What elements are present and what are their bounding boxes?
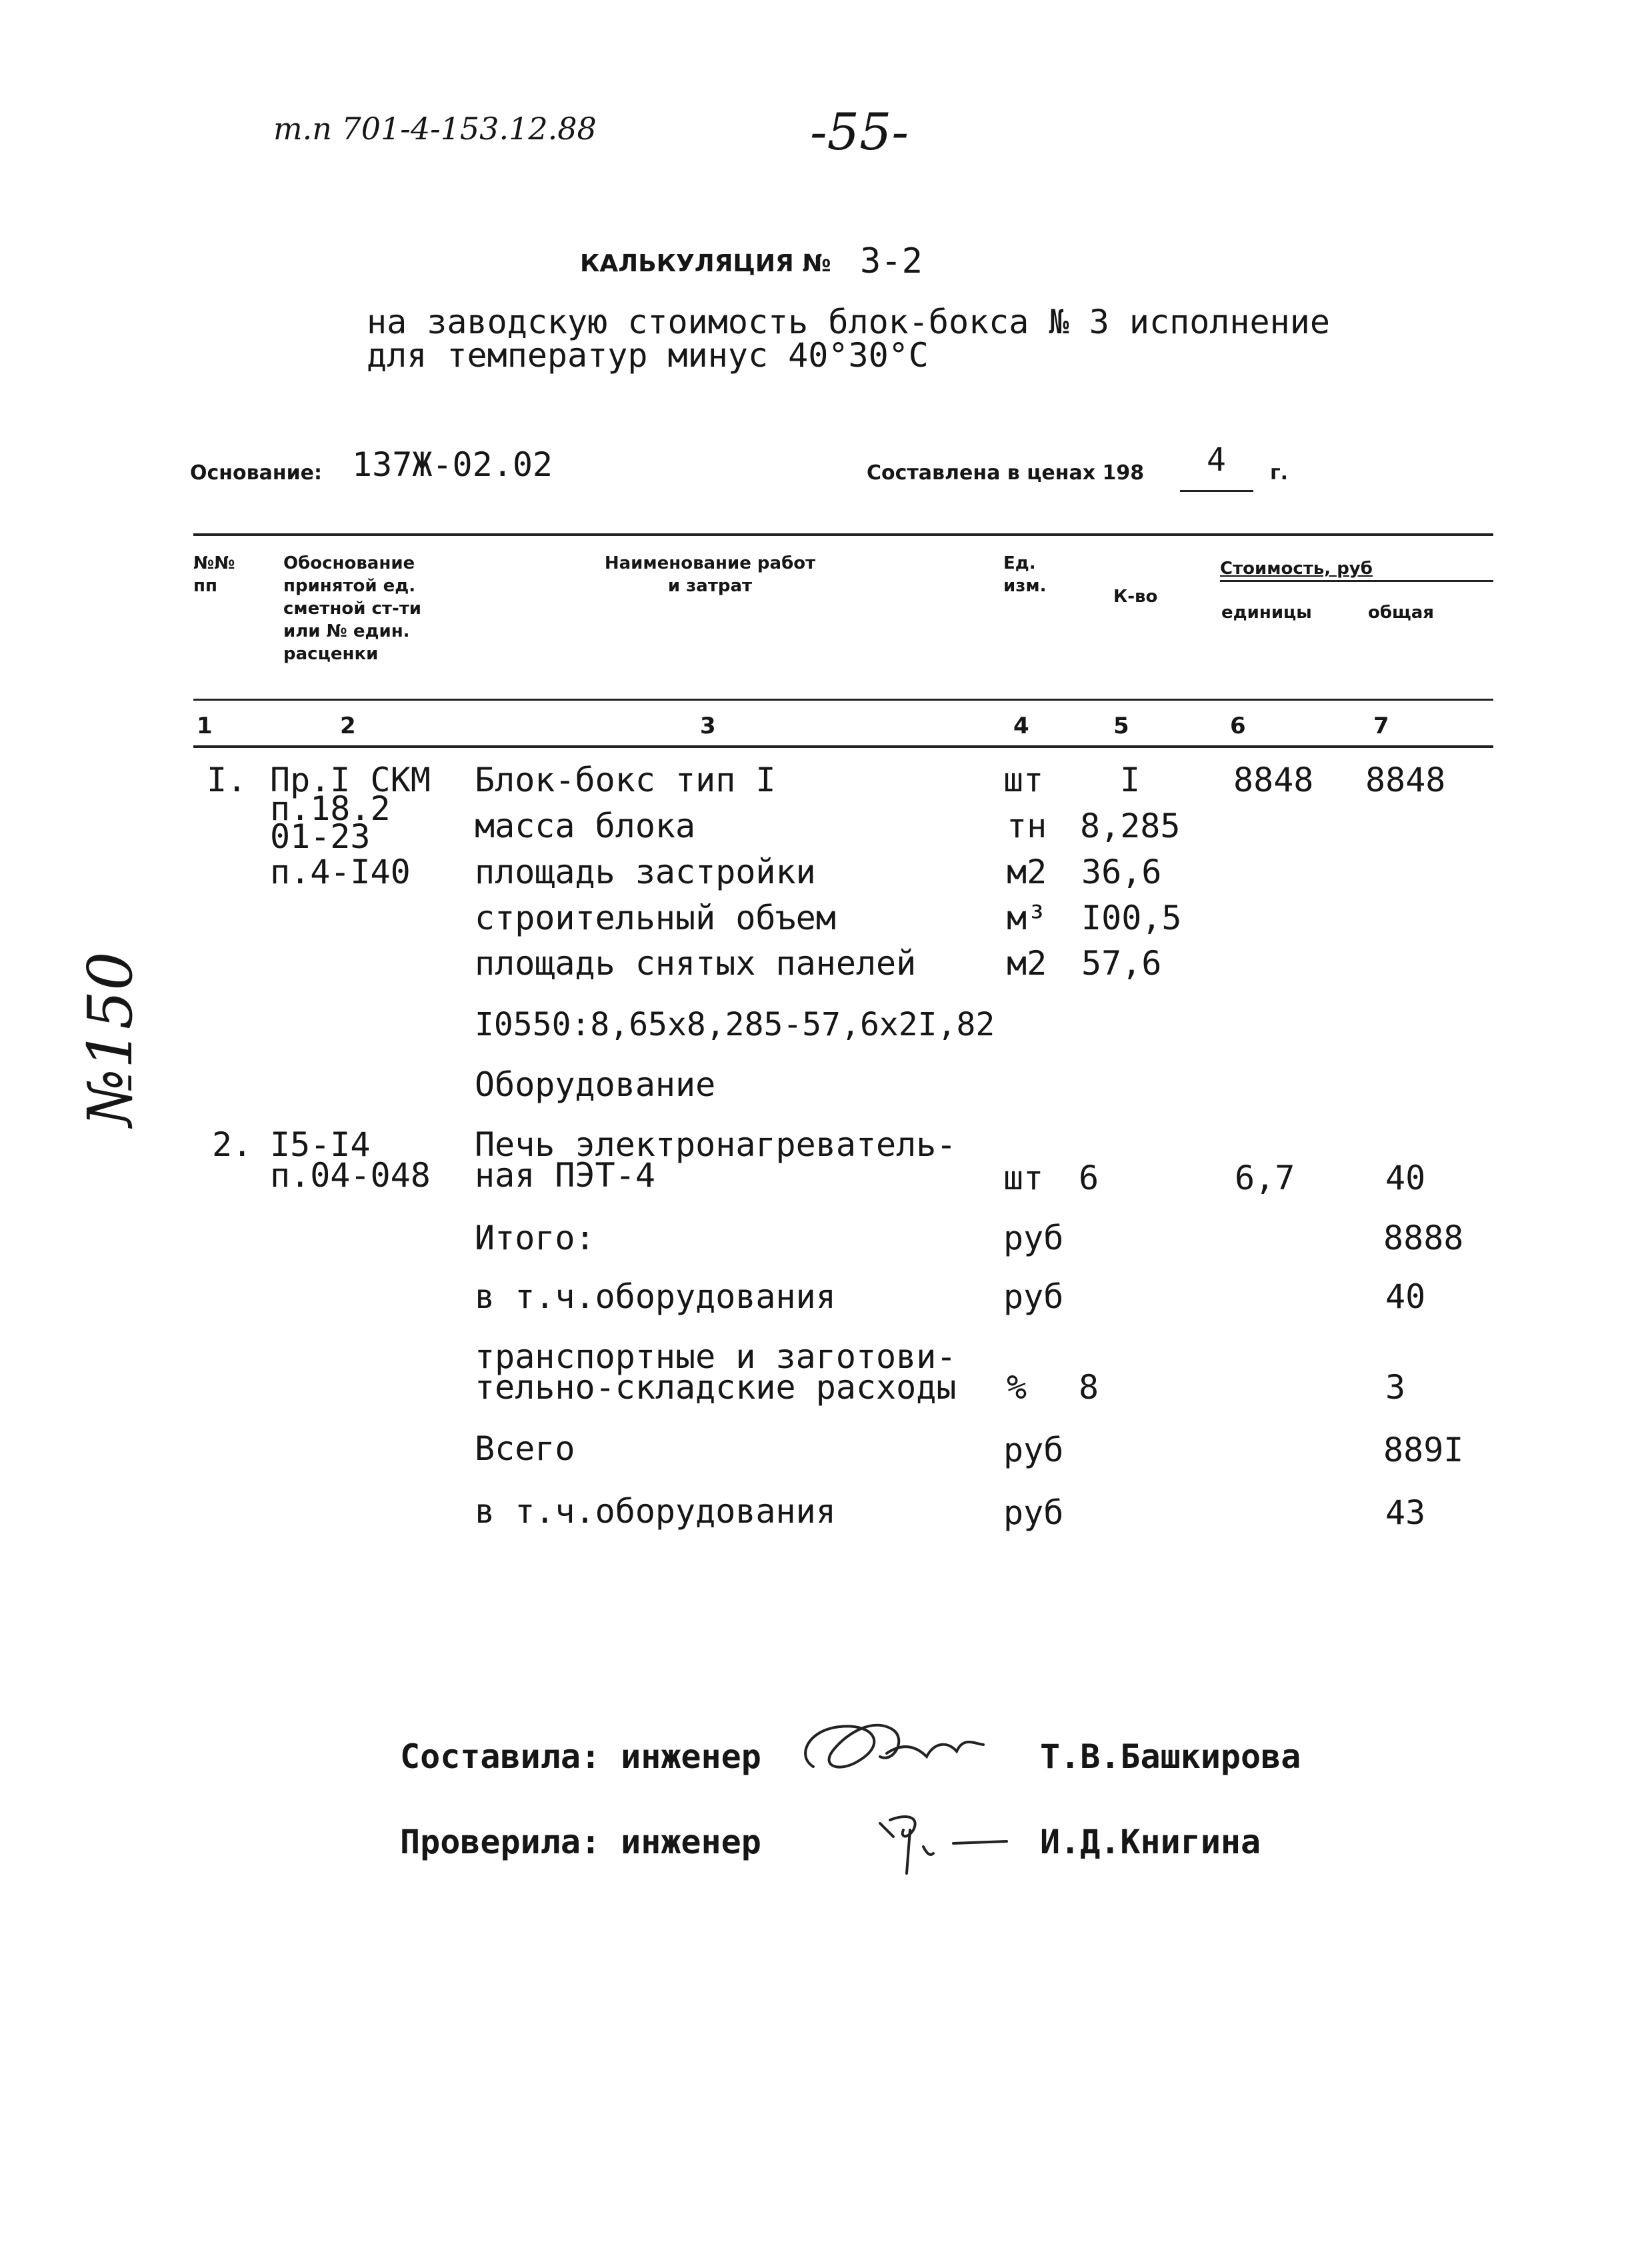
header-cost-total: общая xyxy=(1368,603,1434,623)
row-unit: руб xyxy=(1003,1431,1064,1469)
header-justification: Обоснование принятой ед. сметной ст-ти или № един. расценки xyxy=(283,553,422,664)
document-code: т.п 701-4-153.12.88 xyxy=(273,111,597,147)
row-qty: 36,6 xyxy=(1081,853,1162,891)
row-name: транспортные и заготови- xyxy=(475,1337,957,1376)
row-unit: % xyxy=(1007,1368,1027,1407)
row-qty: 57,6 xyxy=(1081,944,1162,983)
row-unit: шт xyxy=(1003,1159,1044,1197)
colnum-4: 4 xyxy=(1013,713,1029,739)
row-unit: руб xyxy=(1003,1219,1064,1257)
row-qty: 6 xyxy=(1079,1159,1099,1197)
row-total: 40 xyxy=(1385,1277,1426,1316)
row-total: 43 xyxy=(1385,1493,1426,1532)
row-section-heading: Оборудование xyxy=(475,1065,716,1104)
basis-value: 137Ж-02.02 xyxy=(352,445,553,484)
row-justification: п.18.2 xyxy=(270,789,391,828)
row-name: Блок-бокс тип I xyxy=(475,761,776,799)
row-unit: тн xyxy=(1007,807,1047,845)
header-cost: Стоимость, руб xyxy=(1220,559,1373,579)
colnum-rule xyxy=(193,745,1493,748)
checked-by-name: И.Д.Книгина xyxy=(1040,1823,1261,1861)
row-number: I. xyxy=(207,761,247,799)
colnum-1: 1 xyxy=(197,713,213,739)
colnum-5: 5 xyxy=(1113,713,1129,739)
row-justification: 01-23 xyxy=(270,817,371,856)
row-name: в т.ч.оборудования xyxy=(475,1492,836,1531)
header-unit: Ед. изм. xyxy=(1003,553,1047,596)
row-unit-price: 6,7 xyxy=(1235,1159,1295,1197)
colnum-2: 2 xyxy=(340,713,356,739)
row-unit: руб xyxy=(1003,1493,1064,1532)
row-name: строительный объем xyxy=(475,899,836,937)
header-name: Наименование работ и затрат xyxy=(604,553,816,596)
basis-label: Основание: xyxy=(190,461,322,485)
colnum-3: 3 xyxy=(700,713,716,739)
compiled-signature xyxy=(793,1703,993,1790)
row-justification: Пр.I СКМ xyxy=(270,761,431,799)
row-formula: I0550:8,65х8,285-57,6х2I,82 xyxy=(475,1006,995,1043)
calc-subtitle-2: для температур минус 40°30°С xyxy=(367,336,929,375)
row-justification: I5-I4 xyxy=(270,1125,371,1164)
row-total: 889I xyxy=(1383,1431,1464,1469)
compiled-by-label: Составила: инженер xyxy=(400,1737,761,1776)
year-underline xyxy=(1180,490,1253,492)
row-justification: п.04-048 xyxy=(270,1156,431,1195)
header-num: №№ пп xyxy=(193,553,235,596)
row-justification: п.4-I40 xyxy=(270,853,411,891)
row-name: площадь снятых панелей xyxy=(475,944,917,983)
table-top-rule xyxy=(193,533,1493,536)
header-bottom-rule xyxy=(193,699,1493,701)
row-unit-price: 8848 xyxy=(1233,761,1314,799)
calc-subtitle-1: на заводскую стоимость блок-бокса № 3 исполнение xyxy=(367,303,1330,341)
checked-signature xyxy=(867,1800,1013,1880)
row-qty: 8,285 xyxy=(1080,807,1181,845)
colnum-6: 6 xyxy=(1230,713,1246,739)
row-unit: руб xyxy=(1003,1277,1064,1316)
compiled-by-name: Т.В.Башкирова xyxy=(1040,1737,1301,1776)
row-name: тельно-складские расходы xyxy=(475,1368,957,1407)
prices-label: Составлена в ценах 198 xyxy=(867,461,1145,485)
row-unit: м2 xyxy=(1007,853,1047,891)
calc-label: КАЛЬКУЛЯЦИЯ № xyxy=(580,250,831,277)
prices-year-suffix: г. xyxy=(1270,461,1289,485)
colnum-7: 7 xyxy=(1373,713,1389,739)
row-number: 2. xyxy=(212,1125,253,1164)
header-qty: К-во xyxy=(1113,587,1158,607)
margin-note: №150 xyxy=(75,951,146,1127)
checked-by-label: Проверила: инженер xyxy=(400,1823,761,1861)
page-number: -55- xyxy=(810,102,909,161)
row-unit: м2 xyxy=(1007,944,1047,983)
row-total: 3 xyxy=(1385,1368,1406,1407)
row-total: 8888 xyxy=(1383,1219,1464,1257)
header-cost-unit: единицы xyxy=(1221,603,1312,623)
row-unit: м³ xyxy=(1007,899,1047,937)
row-name: масса блока xyxy=(475,807,696,845)
row-name: ная ПЭТ-4 xyxy=(475,1156,655,1195)
row-name: Всего xyxy=(475,1429,575,1468)
row-name: Печь электронагреватель- xyxy=(475,1125,957,1164)
row-qty: I xyxy=(1120,761,1141,799)
row-unit: шт xyxy=(1003,761,1044,799)
cost-header-rule xyxy=(1220,580,1493,582)
calc-number: 3-2 xyxy=(860,241,923,281)
row-total: 8848 xyxy=(1365,761,1446,799)
row-name: площадь застройки xyxy=(475,853,816,891)
row-name: в т.ч.оборудования xyxy=(475,1277,836,1316)
prices-year: 4 xyxy=(1207,441,1226,479)
row-qty: 8 xyxy=(1079,1368,1099,1407)
row-total: 40 xyxy=(1385,1159,1426,1197)
row-name: Итого: xyxy=(475,1219,595,1257)
row-qty: I00,5 xyxy=(1081,899,1182,937)
